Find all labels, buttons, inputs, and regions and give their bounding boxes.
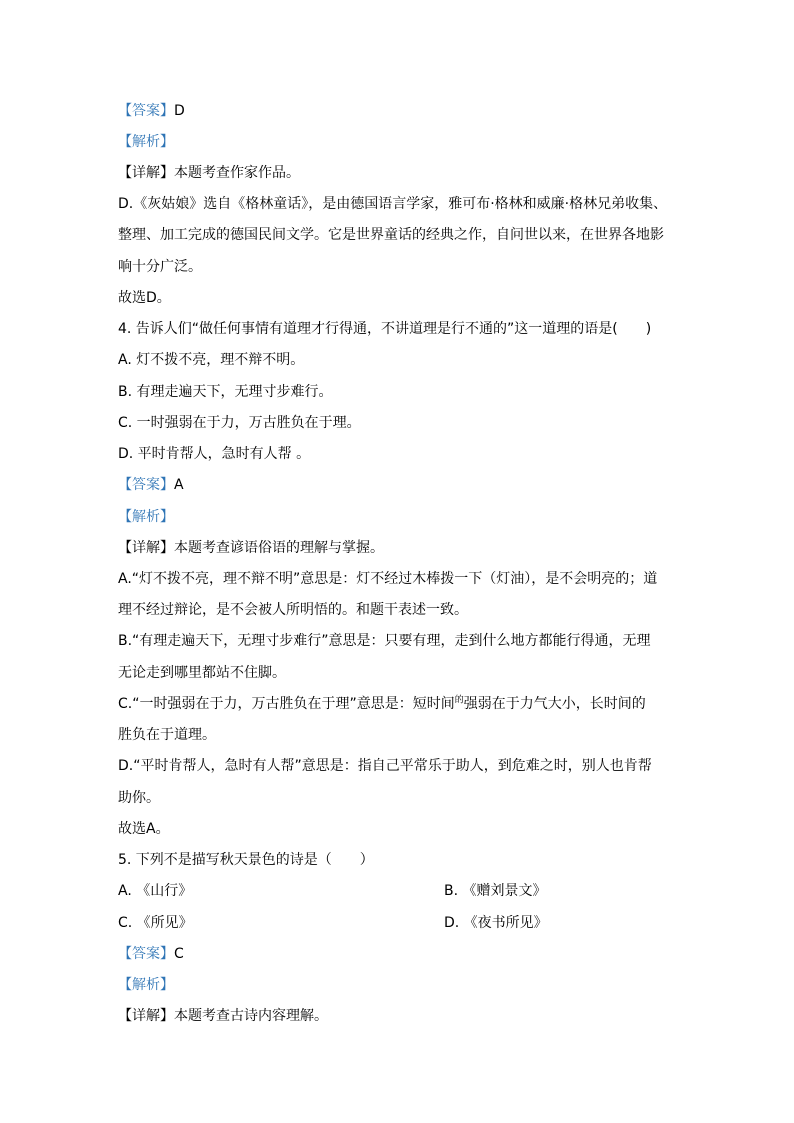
answer-value: A	[174, 477, 184, 494]
q4-conclusion: 故选A。	[118, 820, 170, 837]
explain-sup: 的	[454, 695, 464, 706]
q4-explain-line: 胜负在于道理。	[118, 727, 216, 744]
q4-explain-line: A.“灯不拨不亮，理不辩不明”意思是：灯不经过木棒拨一下（灯油），是不会明亮的；道	[118, 571, 658, 588]
q4-analysis-tag: 【解析】	[118, 508, 174, 525]
q4-detail	[118, 533, 688, 564]
q5-detail	[118, 1001, 688, 1032]
document-content	[118, 96, 688, 1033]
q3-answer	[118, 96, 688, 127]
answer-value: C	[174, 945, 184, 962]
q4-explain-line: B.“有理走遍天下，无理寸步难行”意思是：只要有理，走到什么地方都能行得通，无理	[118, 633, 651, 650]
q5-question: 5. 下列不是描写秋天景色的诗是（ ）	[118, 852, 374, 869]
q4-question: 4. 告诉人们“做任何事情有道理才行得通，不讲道理是行不通的”这一道理的语是( )	[118, 321, 652, 338]
q4-answer	[118, 470, 688, 501]
q3-detail	[118, 158, 688, 189]
q4-explain-line: 助你。	[118, 789, 160, 806]
q5-option-b: B. 《赠刘景文》	[444, 883, 547, 900]
q4-option-b: B. 有理走遍天下，无理寸步难行。	[118, 383, 333, 400]
detail-tag: 【详解】	[118, 1008, 174, 1025]
q5-answer	[118, 939, 688, 970]
answer-tag: 【答案】	[118, 945, 174, 962]
q5-option-d: D. 《夜书所见》	[444, 914, 548, 931]
detail-text: 本题考查古诗内容理解。	[174, 1008, 328, 1025]
detail-tag: 【详解】	[118, 164, 174, 181]
q4-explain-line: 理不经过辩论，是不会被人所明悟的。和题干表述一致。	[118, 602, 468, 619]
q4-option-d: D. 平时肯帮人，急时有人帮 。	[118, 446, 311, 463]
q4-option-c: C. 一时强弱在于力，万古胜负在于理。	[118, 414, 361, 431]
explain-text: 强弱在于力气大小，长时间的	[463, 695, 646, 712]
detail-text: 本题考查谚语俗语的理解与掌握。	[174, 539, 384, 556]
q4-option-a: A. 灯不拨不亮，理不辩不明。	[118, 352, 305, 369]
answer-value: D	[174, 102, 185, 119]
q3-conclusion: 故选D。	[118, 289, 171, 306]
q5-option-a: A. 《山行》	[118, 883, 193, 900]
q4-explain-line: D.“平时肯帮人，急时有人帮”意思是：指自己平常乐于助人，到危难之时，别人也肯帮	[118, 758, 652, 775]
q3-explain-line: 响十分广泛。	[118, 258, 202, 275]
explain-text: C.“一时强弱在于力，万古胜负在于理”意思是：短时间	[118, 695, 455, 712]
q3-explain-line: 整理、加工完成的德国民间文学。它是世界童话的经典之作，自问世以来，在世界各地影	[118, 227, 664, 244]
q3-explain-line: D.《灰姑娘》选自《格林童话》，是由德国语言学家，雅可布·格林和威廉·格林兄弟收集、	[118, 196, 668, 213]
detail-tag: 【详解】	[118, 539, 174, 556]
q4-explain-line: 无论走到哪里都站不住脚。	[118, 664, 286, 681]
q5-option-c: C. 《所见》	[118, 914, 193, 931]
q5-analysis-tag: 【解析】	[118, 977, 174, 994]
answer-tag: 【答案】	[118, 477, 174, 494]
answer-tag: 【答案】	[118, 102, 174, 119]
q5-options-row	[118, 908, 688, 939]
q5-options-row	[118, 876, 688, 907]
detail-text: 本题考查作家作品。	[174, 164, 300, 181]
q3-analysis-tag: 【解析】	[118, 133, 174, 150]
q4-explain-c	[118, 689, 688, 720]
